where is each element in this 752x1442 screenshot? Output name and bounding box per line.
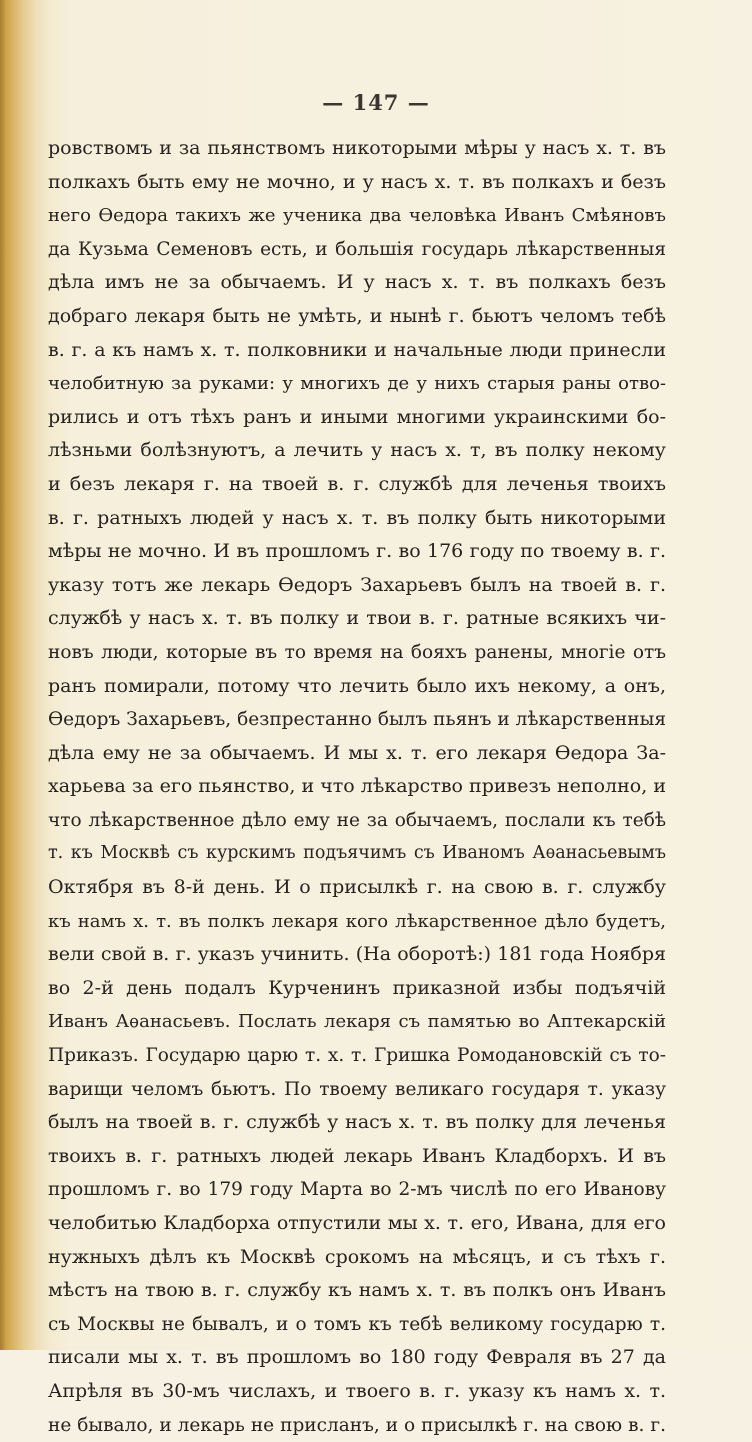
text-line: съ Москвы не бывалъ, и о томъ къ тебѣ великому государю т. (48, 1313, 666, 1335)
text-line: добраго лекаря быть не умѣть, и нынѣ г. бьютъ челомъ тебѣ (48, 304, 666, 327)
text-line: лѣзньми болѣзнуютъ, а лечить у насъ х. т, въ полку некому (48, 439, 666, 462)
text-line: нужныхъ дѣлъ къ Москвѣ срокомъ на мѣсяцъ, и съ тѣхъ г. (48, 1245, 666, 1268)
text-line: указу тотъ же лекарь Ѳедоръ Захарьевъ былъ на твоей в. г. (48, 573, 666, 596)
text-line: дѣла имъ не за обычаемъ. И у насъ х. т. въ полкахъ безъ (48, 271, 666, 294)
text-line: Иванъ Аѳанасьевъ. Послать лекаря съ памятью во Аптекарскій (48, 1011, 666, 1033)
text-line: не бывало, и лекарь не присланъ, и о присылкѣ г. на свою в. г. (48, 1414, 666, 1436)
text-line: былъ на твоей в. г. службѣ у насъ х. т. въ полку для леченья (48, 1111, 666, 1134)
binding-edge (0, 0, 6, 1350)
text-line: новъ люди, которые въ то время на бояхъ ранены, многіе отъ (48, 641, 666, 663)
text-line: Октября въ 8-й день. И о присылкѣ г. на свою в. г. службу (48, 876, 666, 899)
body-text (48, 132, 666, 1442)
text-line: в. г. а къ намъ х. т. полковники и начальные люди принесли (48, 338, 666, 361)
text-line: Ѳедоръ Захарьевъ, безпрестанно былъ пьянъ и лѣкарственныя (48, 709, 666, 731)
text-line: да Кузьма Семеновъ есть, и большія государь лѣкарственныя (48, 238, 666, 260)
text-line: в. г. ратныхъ людей у насъ х. т. въ полку быть никоторыми (48, 506, 666, 529)
text-line: варищи челомъ бьютъ. По твоему великаго государя т. указу (48, 1078, 666, 1100)
text-line: твоихъ в. г. ратныхъ людей лекарь Иванъ Кладборхъ. И въ (48, 1144, 666, 1167)
text-line: во 2-й день подалъ Курченинъ приказной избы подъячій (48, 976, 666, 999)
text-line: Приказъ. Государю царю т. х. т. Гришка Ромодановскій съ то- (48, 1045, 666, 1067)
text-line: него Ѳедора такихъ же ученика два человѣка Иванъ Смѣяновъ (48, 205, 666, 227)
text-line: ровствомъ и за пьянствомъ никоторыми мѣры у насъ х. т. въ (48, 137, 666, 159)
text-line: харьева за его пьянство, и что лѣкарство привезъ неполно, и (48, 775, 666, 798)
text-line: т. къ Москвѣ съ курскимъ подъячимъ съ Иваномъ Аѳанасьевымъ (48, 843, 666, 864)
page-number: — 147 — (322, 90, 430, 115)
text-line: что лѣкарственное дѣло ему не за обычаемъ, послали къ тебѣ (48, 809, 666, 831)
text-line: Апрѣля въ 30-мъ числахъ, и твоего в. г. указу къ намъ х. т. (48, 1379, 666, 1402)
text-line: прошломъ г. во 179 году Марта во 2-мъ числѣ по его Иванову (48, 1179, 666, 1201)
text-line: мѣстъ на твою в. г. службу къ намъ х. т. въ полкъ онъ Иванъ (48, 1279, 666, 1302)
text-line: вели свой в. г. указъ учинить. (На оборотѣ:) 181 года Ноября (48, 943, 666, 966)
text-line: писали мы х. т. въ прошломъ во 180 году Февраля въ 27 да (48, 1346, 666, 1369)
text-line: къ намъ х. т. въ полкъ лекаря кого лѣкарственное дѣло будетъ, (48, 910, 666, 932)
text-line: челобитью Кладборха отпустили мы х. т. его, Ивана, для его (48, 1212, 666, 1234)
text-line: службѣ у насъ х. т. въ полку и твои в. г. ратные всякихъ чи- (48, 607, 666, 630)
text-line: рились и отъ тѣхъ ранъ и иными многими украинскими бо- (48, 405, 666, 428)
text-line: мѣры не мочно. И въ прошломъ г. во 176 году по твоему в. г. (48, 540, 666, 563)
text-line: ранъ помирали, потому что лечить было ихъ некому, а онъ, (48, 674, 666, 697)
text-line: полкахъ быть ему не мочно, и у насъ х. т. въ полкахъ и безъ (48, 170, 666, 193)
text-line: и безъ лекаря г. на твоей в. г. службѣ для леченья твоихъ (48, 472, 666, 495)
text-line: челобитную за руками: у многихъ де у нихъ старыя раны отво- (48, 373, 666, 395)
text-line: дѣла ему не за обычаемъ. И мы х. т. его лекаря Ѳедора За- (48, 741, 666, 764)
